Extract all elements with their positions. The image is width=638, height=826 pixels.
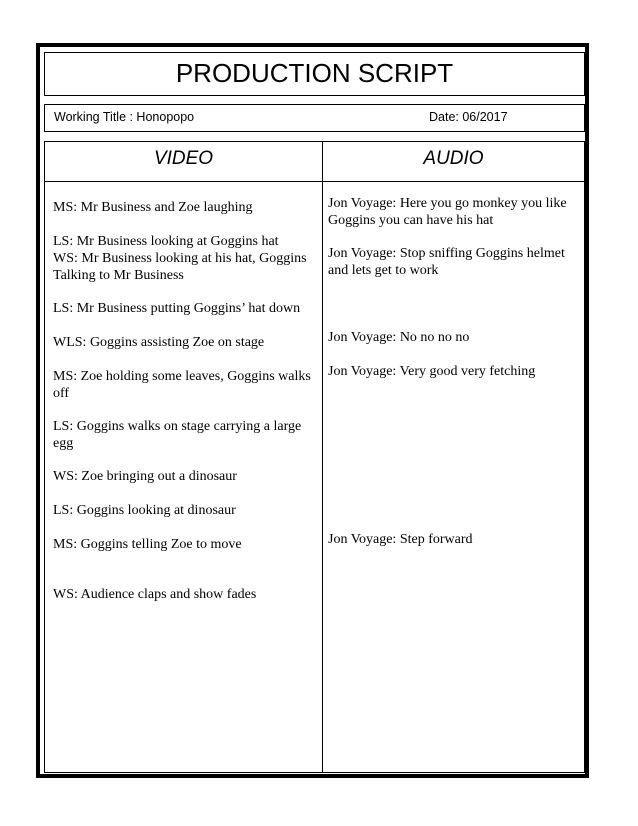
audio-entry: Jon Voyage: No no no no xyxy=(328,330,470,345)
audio-entry: Jon Voyage: Step forward xyxy=(328,532,473,547)
video-entry: WS: Zoe bringing out a dinosaur xyxy=(53,469,237,484)
page-title: PRODUCTION SCRIPT xyxy=(175,58,454,88)
video-entry: LS: Goggins walks on stage carrying a large egg xyxy=(53,419,302,451)
video-entry: LS: Mr Business looking at Goggins hat xyxy=(53,234,279,249)
video-entry: LS: Goggins looking at dinosaur xyxy=(53,503,236,518)
audio-entry: Jon Voyage: Very good very fetching xyxy=(328,364,536,379)
audio-entry: Jon Voyage: Here you go monkey you like Goggins you can have his hat xyxy=(328,196,567,228)
video-entry: WLS: Goggins assisting Zoe on stage xyxy=(53,335,265,350)
info-box xyxy=(44,104,585,132)
video-entry: MS: Goggins telling Zoe to move xyxy=(53,537,242,552)
date: Date: 06/2017 xyxy=(429,110,508,124)
script-table xyxy=(44,141,585,773)
audio-entry: Jon Voyage: Stop sniffing Goggins helmet and lets get to work xyxy=(328,246,565,278)
video-entry: LS: Mr Business putting Goggins’ hat down xyxy=(53,301,301,316)
video-entry: MS: Mr Business and Zoe laughing xyxy=(53,200,253,215)
video-column-header: VIDEO xyxy=(153,148,214,169)
column-divider xyxy=(322,142,323,772)
video-entry: WS: Mr Business looking at his hat, Goggins Talking to Mr Business xyxy=(53,251,307,283)
working-title: Working Title : Honopopo xyxy=(54,110,195,124)
video-entry: WS: Audience claps and show fades xyxy=(53,587,257,602)
video-entry: MS: Zoe holding some leaves, Goggins walks off xyxy=(53,369,311,401)
title-box xyxy=(44,52,585,96)
audio-column-header: AUDIO xyxy=(423,148,484,169)
